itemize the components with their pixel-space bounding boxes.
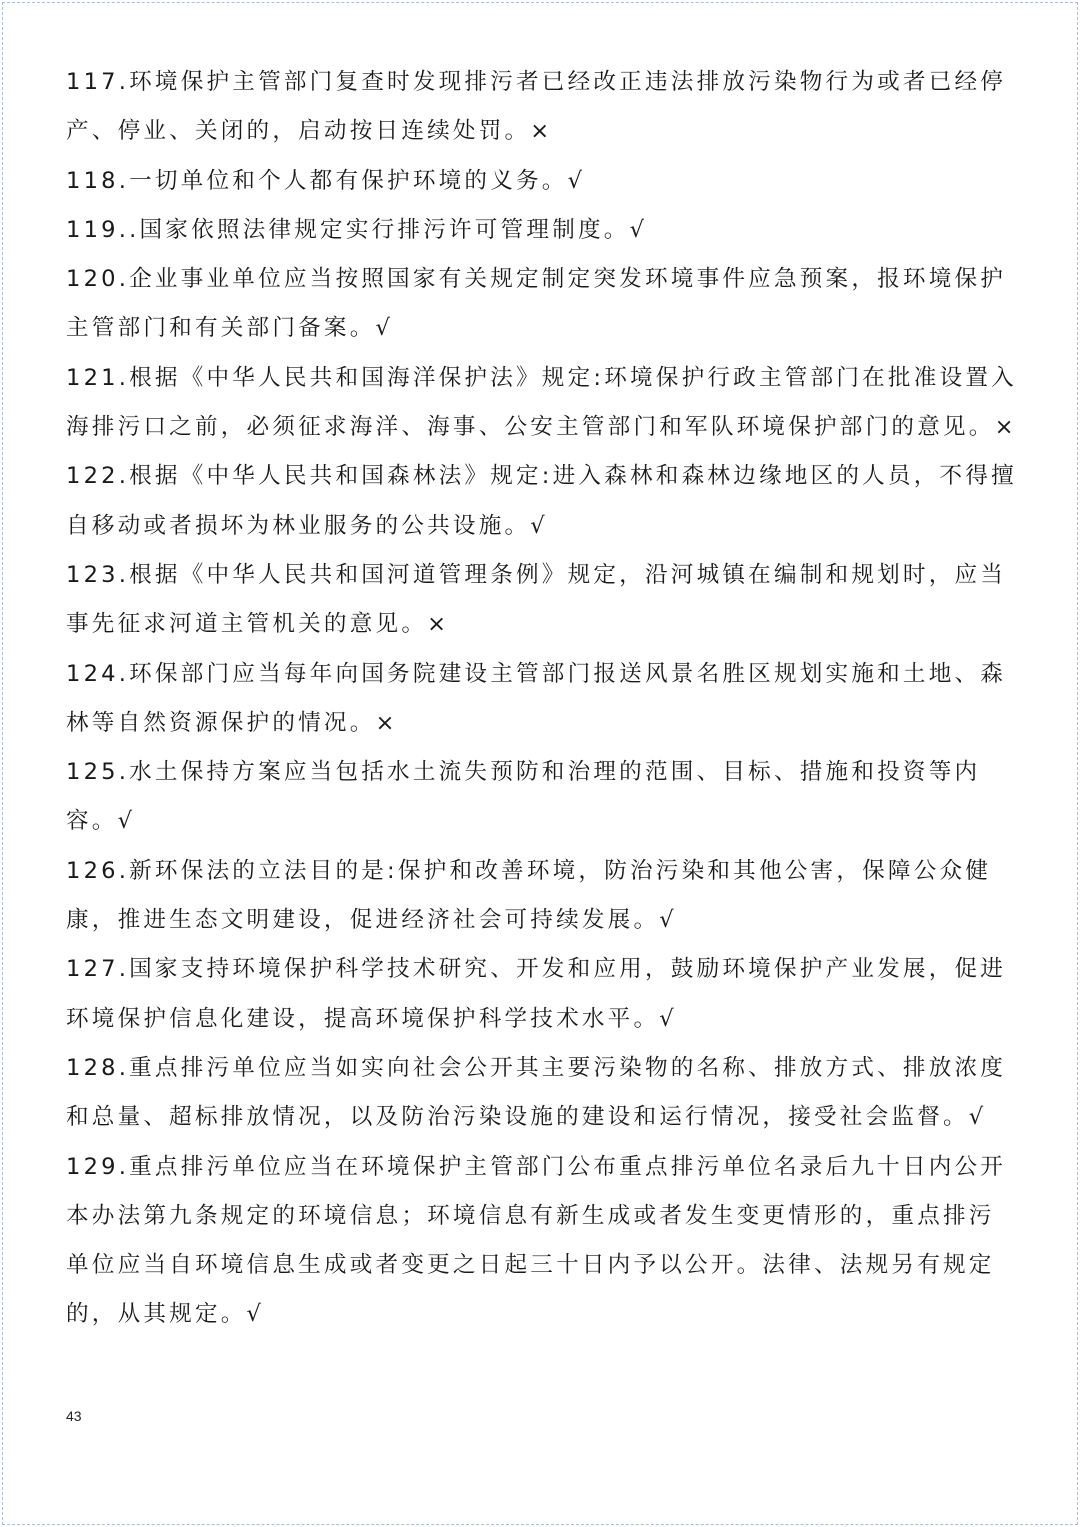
- question-123: 123.根据《中华人民共和国河道管理条例》规定，沿河城镇在编制和规划时，应当事先征求河道主管机关的意见。×: [66, 561, 1007, 638]
- question-120: 120.企业事业单位应当按照国家有关规定制定突发环境事件应急预案，报环境保护主管部门和有关部门备案。√: [66, 266, 1007, 342]
- question-117: 117.环境保护主管部门复查时发现排污者已经改正违法排放污染物行为或者已经停产、停业、关闭的，启动按日连续处罚。×: [66, 69, 1007, 145]
- question-121: 121.根据《中华人民共和国海洋保护法》规定:环境保护行政主管部门在批准设置入海排污口之前，必须征求海洋、海事、公安主管部门和军队环境保护部门的意见。×: [66, 364, 1017, 441]
- question-126: 126.新环保法的立法目的是:保护和改善环境，防治污染和其他公害，保障公众健康，推进生态文明建设，促进经济社会可持续发展。√: [66, 857, 992, 934]
- question-124: 124.环保部门应当每年向国务院建设主管部门报送风景名胜区规划实施和土地、森林等自然资源保护的情况。×: [66, 660, 1007, 736]
- question-119: 119..国家依照法律规定实行排污许可管理制度。√: [66, 216, 648, 243]
- question-125: 125.水土保持方案应当包括水土流失预防和治理的范围、目标、措施和投资等内容。√: [66, 759, 981, 835]
- question-129: 129.重点排污单位应当在环境保护主管部门公布重点排污单位名录后九十日内公开本办法第九条规定的环境信息；环境信息有新生成或者发生变更情形的，重点排污单位应当自环境信息生成或者变更之日起三十日内予以公开。法律、法规另有规定的，从其规定。√: [66, 1153, 1007, 1328]
- question-128: 128.重点排污单位应当如实向社会公开其主要污染物的名称、排放方式、排放浓度和总量、超标排放情况，以及防治污染设施的建设和运行情况，接受社会监督。√: [66, 1054, 1007, 1131]
- question-118: 118.一切单位和个人都有保护环境的义务。√: [66, 167, 586, 194]
- question-127: 127.国家支持环境保护科学技术研究、开发和应用，鼓励环境保护产业发展，促进环境保护信息化建设，提高环境保护科学技术水平。√: [66, 956, 1007, 1032]
- question-122: 122.根据《中华人民共和国森林法》规定:进入森林和森林边缘地区的人员，不得擅自移动或者损坏为林业服务的公共设施。√: [66, 463, 1017, 539]
- page-number: 43: [66, 1408, 82, 1424]
- document-body: [66, 58, 1018, 1340]
